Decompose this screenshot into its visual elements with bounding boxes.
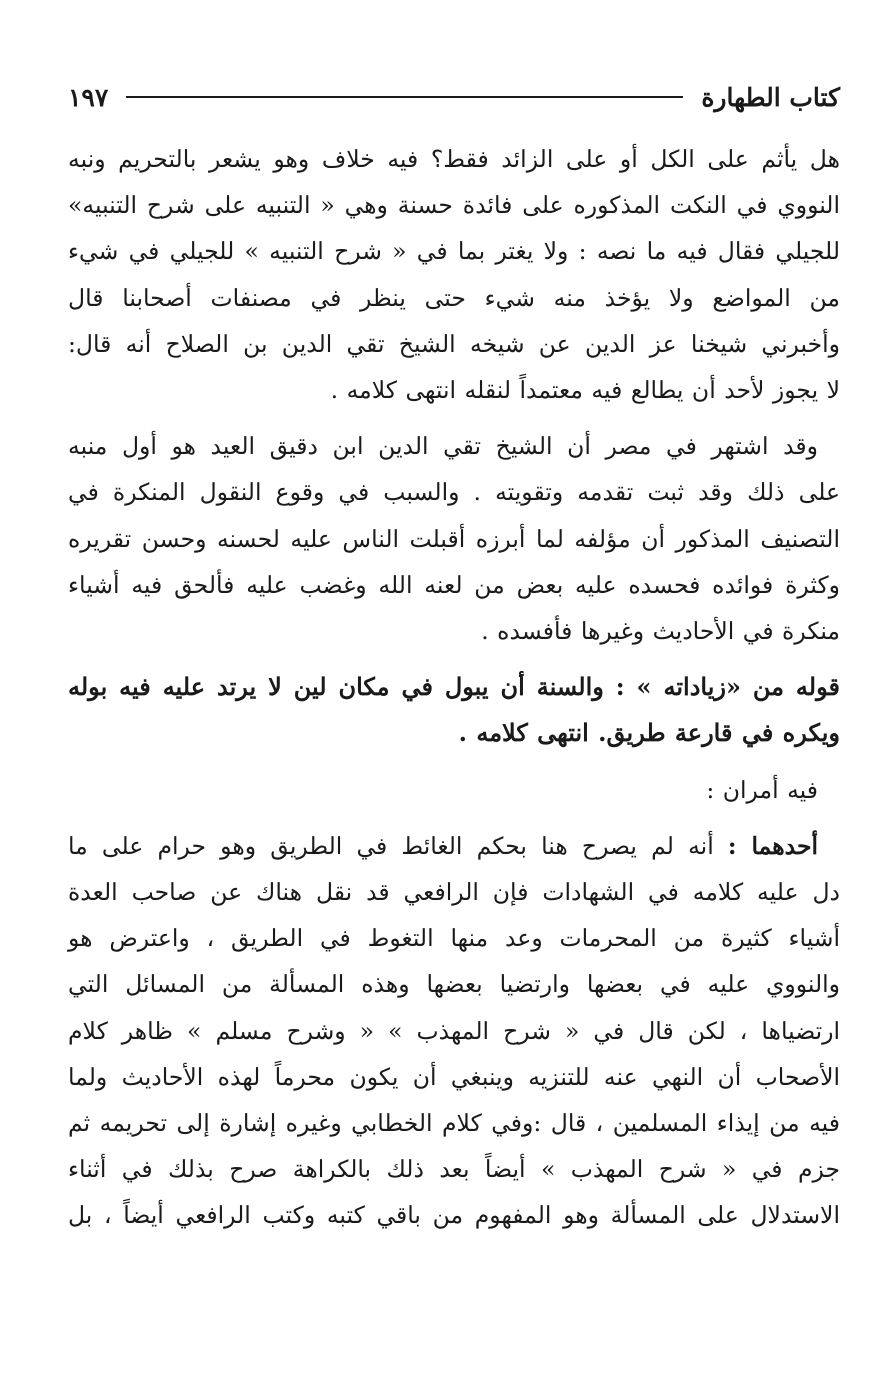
text-line: لا يجوز لأحد أن يطالع فيه معتمداً لنقله انتهى كلامه . [330,376,840,405]
text-line [68,823,840,869]
lead-word: أحدهما : [727,831,818,860]
text-run: أنه لم يصرح هنا بحكم الغائط في الطريق وهو حرام على ما [68,831,714,860]
text-line: دل عليه كلامه في الشهادات فإن الرافعي قد نقل هناك عن صاحب العدة [68,878,840,907]
text-line: الاستدلال على المسألة وهو المفهوم من باقي كتبه وكتب الرافعي أيضاً ، بل [68,1201,840,1230]
quoted-text-paragraph [68,664,840,756]
text-line: فيه من إيذاء المسلمين ، قال :وفي كلام الخطابي وغيره إشارة إلى تحريمه ثم [68,1109,840,1138]
text-line: قوله من «زياداته » : والسنة أن يبول في مكان لين لا يرتد عليه فيه بوله [68,672,840,702]
running-header [68,72,840,122]
paragraph-1 [68,136,840,413]
paragraph-2 [68,423,840,654]
header-rule [126,96,683,98]
book-page [68,72,840,1239]
text-line: من المواضع ولا يؤخذ منه شيء حتى ينظر في مصنفات أصحابنا قال [68,283,840,312]
text-line: وكثرة فوائده فحسده عليه بعض من لعنه الله وغضب عليه فألحق فيه أشياء [68,570,840,599]
text-line: وقد اشتهر في مصر أن الشيخ تقي الدين ابن دقيق العيد هو أول منبه [68,432,818,461]
text-line: للجيلي فقال فيه ما نصه : ولا يغتر بما في « شرح التنبيه » للجيلي في شيء [68,237,840,266]
text-line: النووي في النكت المذكوره على فائدة حسنة وهي « التنبيه على شرح التنبيه» [68,191,840,220]
text-line: منكرة في الأحاديث وغيرها فأفسده . [481,617,840,646]
text-line: فيه أمران : [706,775,818,804]
text-line: هل يأثم على الكل أو على الزائد فقط؟ فيه خلاف وهو يشعر بالتحريم ونبه [68,145,840,173]
paragraph-5 [68,823,840,1239]
body-text [68,136,840,1239]
text-line: جزم في « شرح المهذب » أيضاً بعد ذلك بالكراهة صرح بذلك في أثناء [68,1155,840,1184]
text-line: والنووي عليه في بعضها وارتضيا بعضها وهذه المسألة من المسائل التي [68,970,840,999]
page-number: ١٩٧ [68,82,109,112]
text-line: ارتضياها ، لكن قال في « شرح المهذب » « وشرح مسلم » ظاهر كلام [68,1016,840,1045]
text-line: الأصحاب أن النهي عنه للتنزيه وينبغي أن يكون محرماً لهذه الأحاديث ولما [68,1062,840,1091]
text-line: وأخبرني شيخنا عز الدين عن شيخه الشيخ تقي الدين بن الصلاح أنه قال: [68,329,840,358]
text-line: على ذلك وقد ثبت تقدمه وتقويته . والسبب في وقوع النقول المنكرة في [68,478,840,507]
chapter-title: كتاب الطهارة [701,82,840,112]
text-line: أشياء كثيرة من المحرمات وعد منها التغوط في الطريق ، واعترض هو [68,924,840,953]
text-line: ويكره في قارعة طريق. انتهى كلامه . [458,718,840,748]
paragraph-4 [68,767,840,813]
text-line: التصنيف المذكور أن مؤلفه لما أبرزه أقبلت الناس عليه لحسنه وحسن تقريره [68,524,840,553]
